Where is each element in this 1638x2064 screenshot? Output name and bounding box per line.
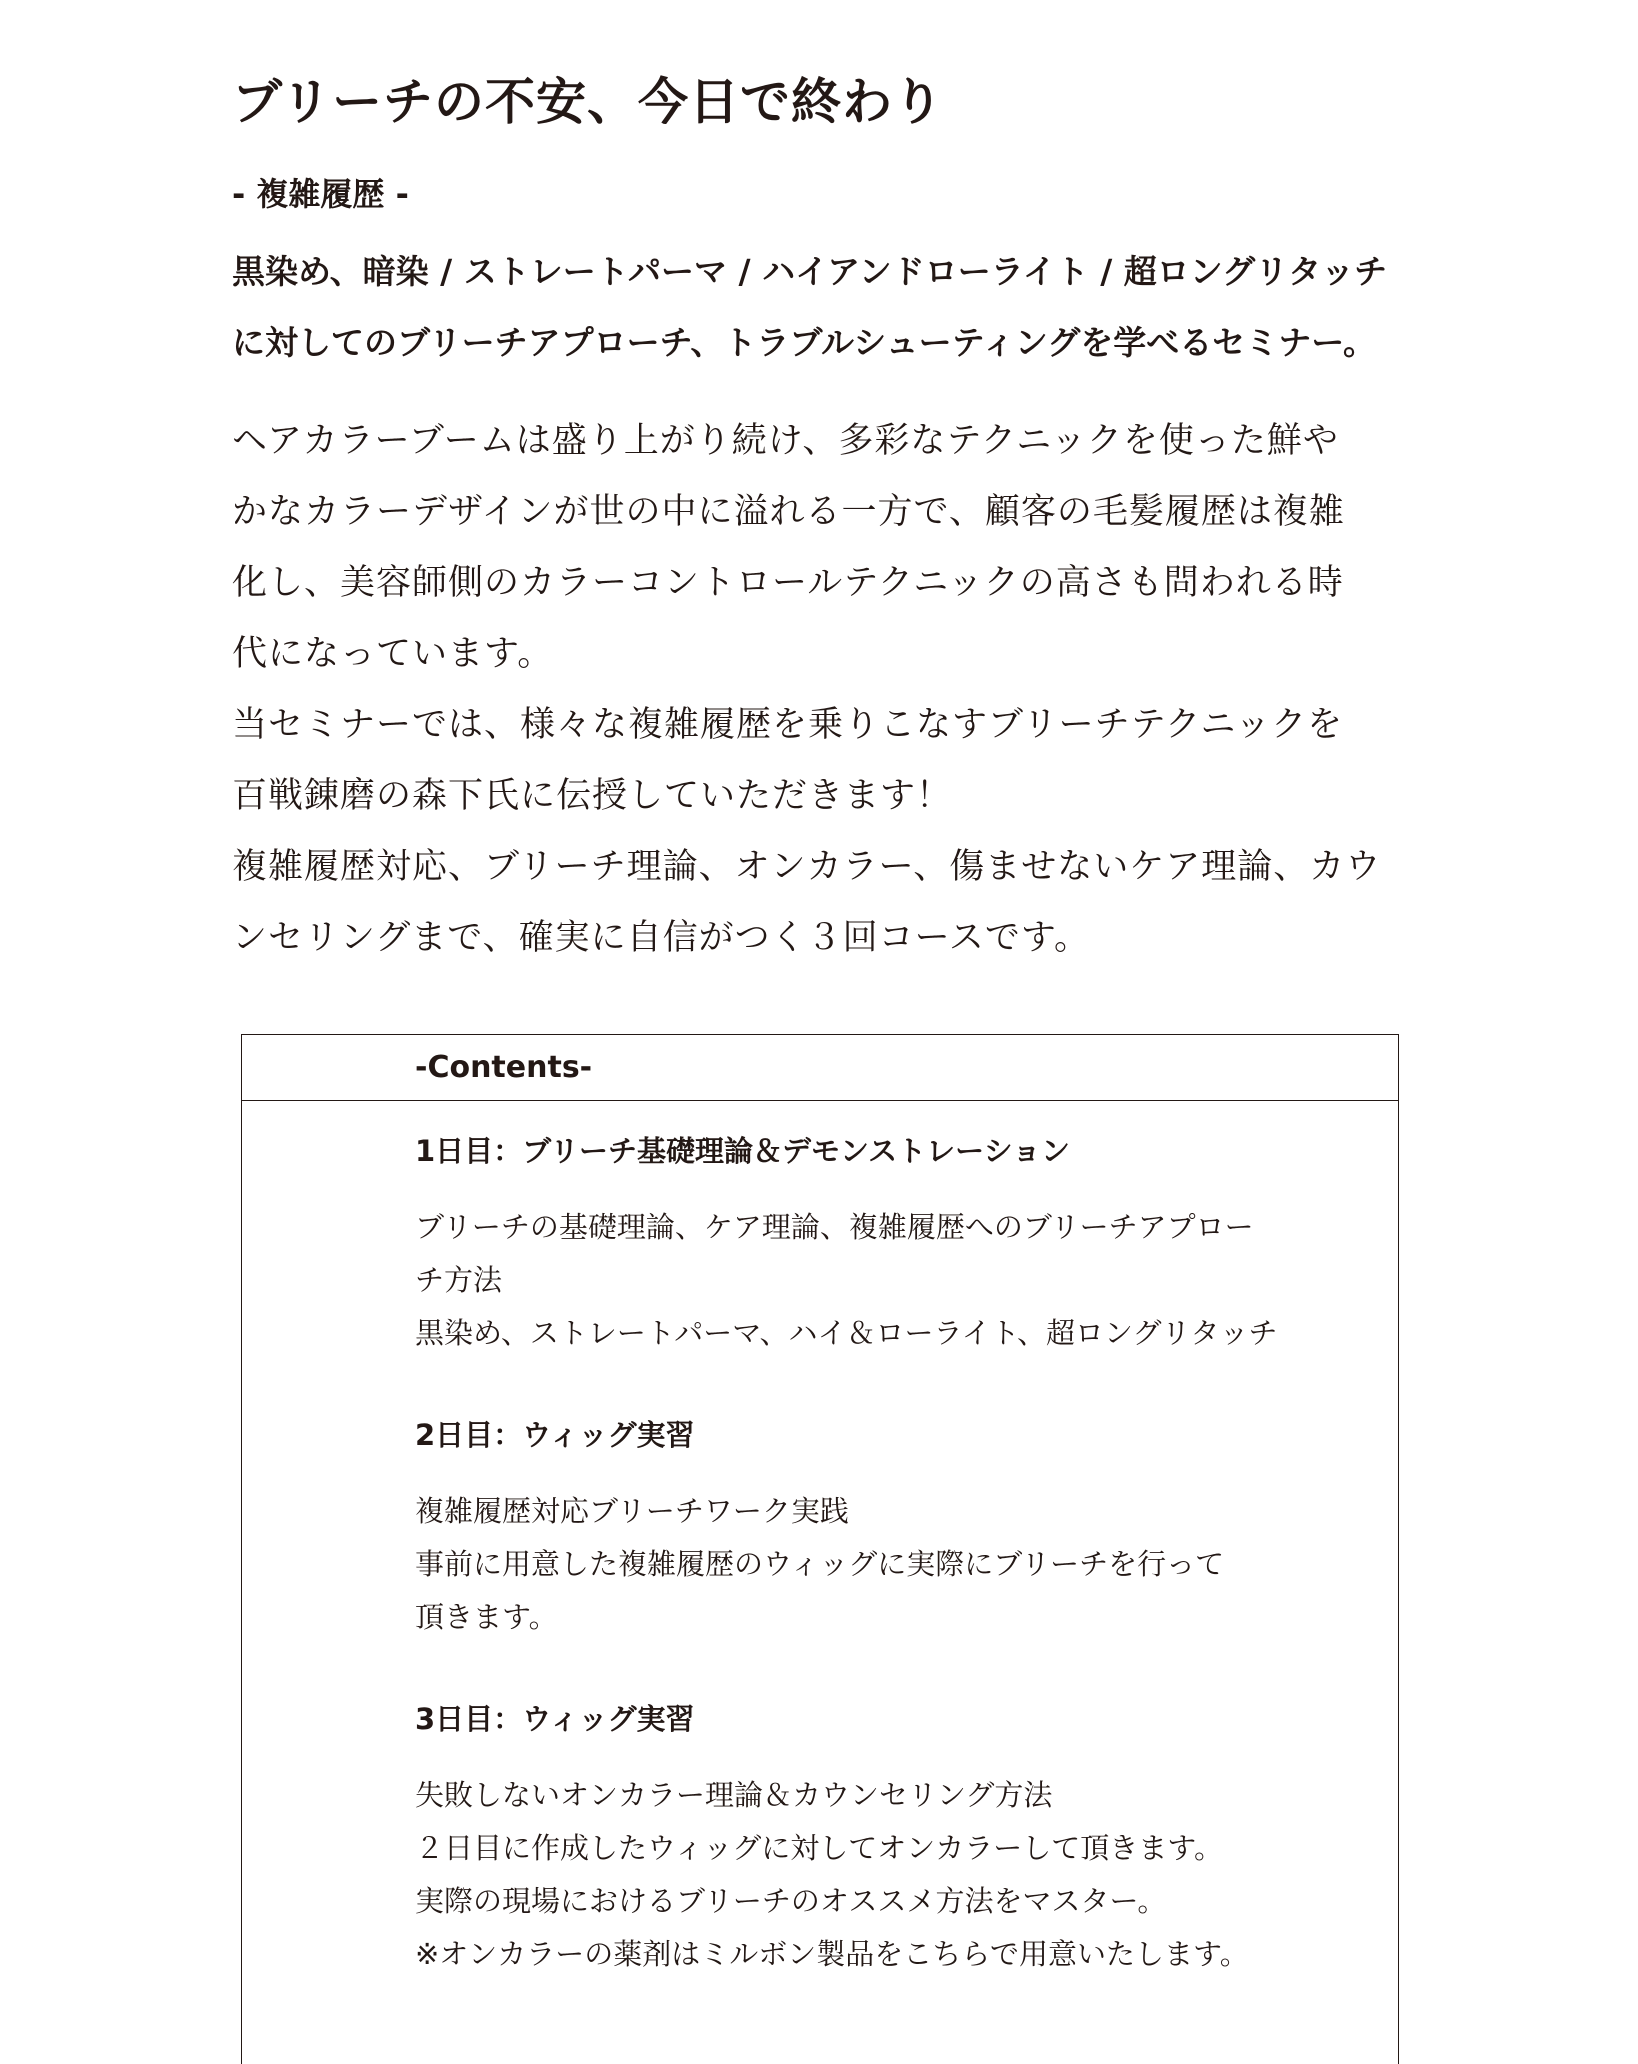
description-line: ブリーチの基礎理論、ケア理論、複雑履歴へのブリーチアプロー <box>415 1210 1254 1244</box>
description-line: ２日目に作成したウィッグに対してオンカラーして頂きます。 <box>415 1831 1223 1865</box>
body-line: 複雑履歴対応、ブリーチ理論、オンカラー、傷ませないケア理論、カウ <box>232 847 1382 887</box>
description-line: ※オンカラーの薬剤はミルボン製品をこちらで用意いたします。 <box>415 1937 1249 1971</box>
day-1-section <box>415 1131 1315 1360</box>
day-3-title: 3日目：ウィッグ実習 <box>415 1702 695 1736</box>
description-line: 黒染め、ストレートパーマ、ハイ＆ローライト、超ロングリタッチ <box>415 1316 1278 1350</box>
day-2-description <box>415 1485 1315 1644</box>
contents-box <box>241 1034 1399 2064</box>
description-line: 実際の現場におけるブリーチのオススメ方法をマスター。 <box>415 1884 1167 1918</box>
body-line: ンセリングまで、確実に自信がつく３回コースです。 <box>232 918 1091 958</box>
day-2-title: 2日目：ウィッグ実習 <box>415 1418 695 1452</box>
day-2-section <box>415 1415 1315 1644</box>
day-3-description <box>415 1769 1315 1981</box>
contents-header <box>242 1035 1398 1101</box>
description-line: 複雑履歴対応ブリーチワーク実践 <box>415 1494 849 1528</box>
description-line: チ方法 <box>415 1263 503 1297</box>
day-1-title: 1日目：ブリーチ基礎理論＆デモンストレーション <box>415 1134 1070 1168</box>
description-line: 事前に用意した複雑履歴のウィッグに実際にブリーチを行って <box>415 1547 1225 1581</box>
day-3-section <box>415 1699 1315 1981</box>
lead-text <box>232 236 1412 378</box>
lead-line: 黒染め、暗染 / ストレートパーマ / ハイアンドローライト / 超ロングリタッチ <box>232 252 1388 291</box>
body-line: 化し、美容師側のカラーコントロールテクニックの高さも問われる時 <box>232 563 1344 603</box>
body-line: 当セミナーでは、様々な複雑履歴を乗りこなすブリーチテクニックを <box>232 705 1344 745</box>
body-line: かなカラーデザインが世の中に溢れる一方で、顧客の毛髪履歴は複雑 <box>232 492 1345 532</box>
body-line: 代になっています。 <box>232 634 554 674</box>
description-line: 失敗しないオンカラー理論＆カウンセリング方法 <box>415 1778 1053 1812</box>
intro-paragraph <box>232 406 1432 974</box>
page-title: ブリーチの不安、今日で終わり <box>232 73 944 131</box>
body-line: ヘアカラーブームは盛り上がり続け、多彩なテクニックを使った鮮や <box>232 421 1339 461</box>
description-line: 頂きます。 <box>415 1600 558 1634</box>
day-1-description <box>415 1201 1315 1360</box>
contents-title: -Contents- <box>415 1050 593 1085</box>
body-line: 百戦錬磨の森下氏に伝授していただきます！ <box>232 776 953 816</box>
subheading: - 複雑履歴 - <box>232 175 409 213</box>
lead-line: に対してのブリーチアプローチ、トラブルシューティングを学べるセミナー。 <box>232 323 1376 362</box>
